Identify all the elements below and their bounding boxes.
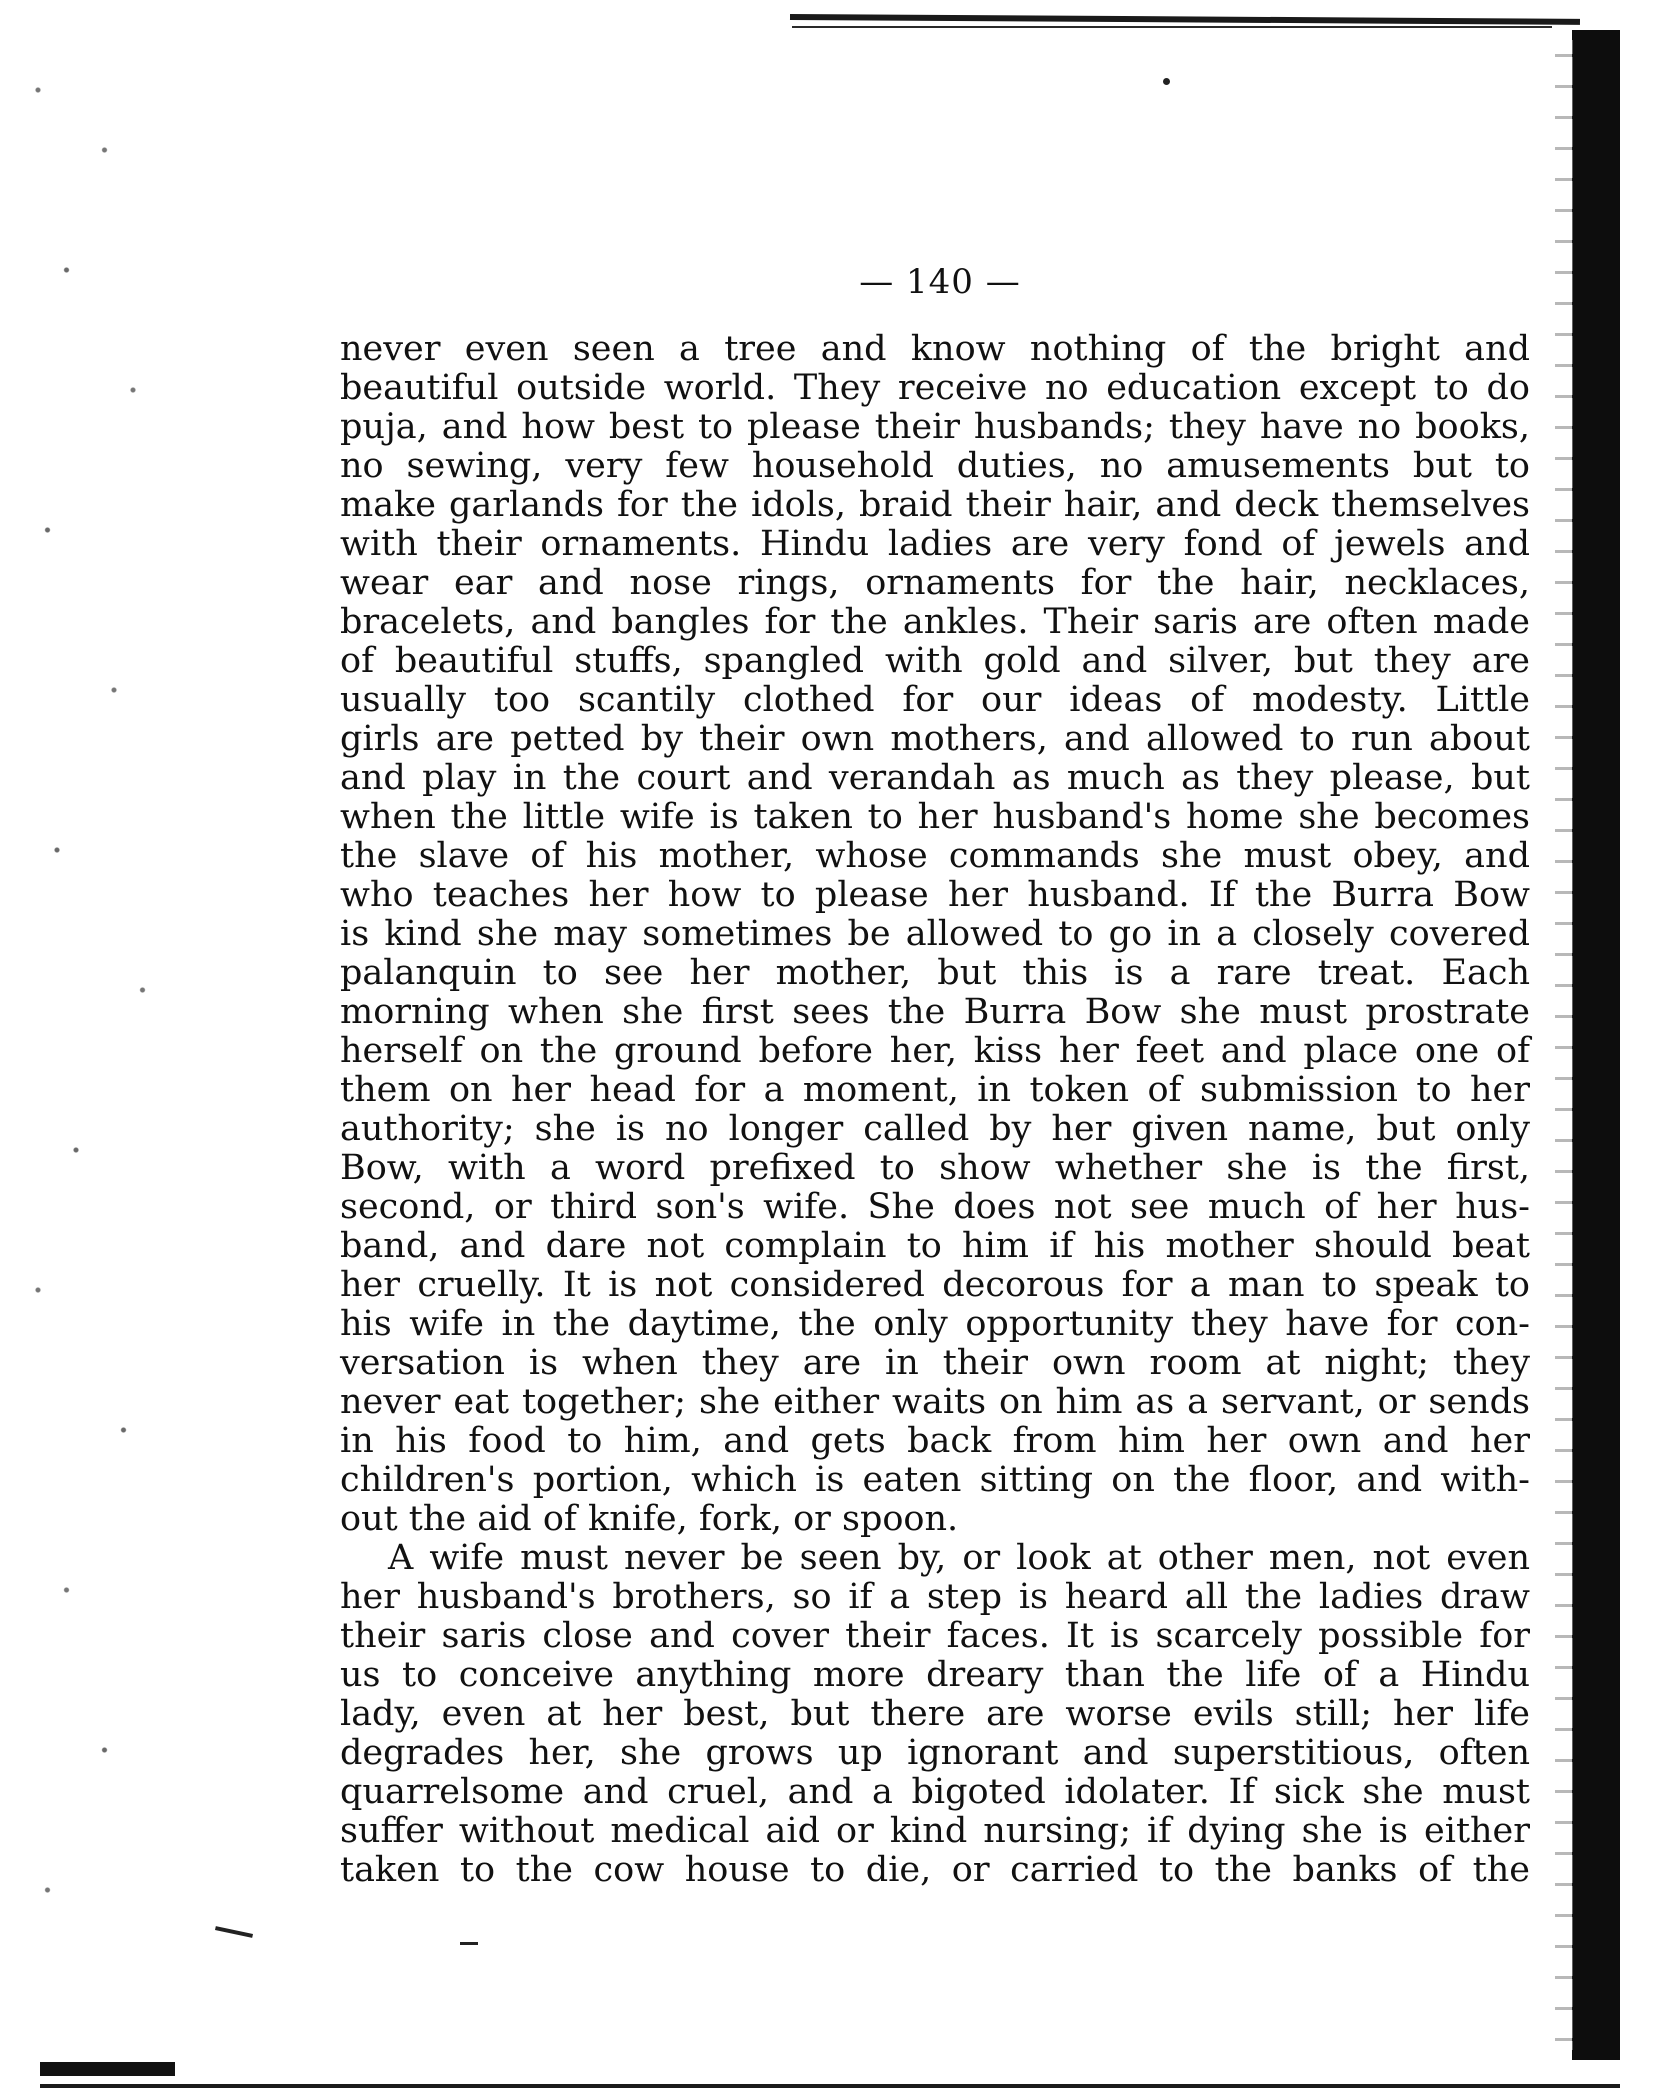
text-line: degrades her, she grows up ignorant and superstitious, often [340, 1733, 1530, 1773]
text-line: morning when she first sees the Burra Bow she must prostrate [340, 992, 1530, 1032]
text-line: children's portion, which is eaten sitting on the floor, and with- [340, 1460, 1530, 1500]
text-line: second, or third son's wife. She does not see much of her hus- [340, 1187, 1530, 1227]
text-line: Bow, with a word prefixed to show whether she is the first, [340, 1148, 1530, 1188]
text-line: girls are petted by their own mothers, and allowed to run about [340, 719, 1530, 759]
text-line: never even seen a tree and know nothing of the bright and [340, 329, 1530, 369]
text-line: and play in the court and verandah as much as they please, but [340, 758, 1530, 798]
text-line: in his food to him, and gets back from him her own and her [340, 1421, 1530, 1461]
text-line: lady, even at her best, but there are worse evils still; her life [340, 1694, 1530, 1734]
text-line: us to conceive anything more dreary than the life of a Hindu [340, 1655, 1530, 1695]
paragraph [340, 330, 1530, 1539]
text-line: no sewing, very few household duties, no amusements but to [340, 446, 1530, 486]
text-line: taken to the cow house to die, or carried to the banks of the [340, 1850, 1530, 1890]
paragraph [340, 1539, 1530, 1890]
scan-edge-top-rule [790, 14, 1580, 25]
text-line: is kind she may sometimes be allowed to go in a closely covered [340, 914, 1530, 954]
text-line: wear ear and nose rings, ornaments for the hair, necklaces, [340, 563, 1530, 603]
text-line: the slave of his mother, whose commands she must obey, and [340, 836, 1530, 876]
text-line: band, and dare not complain to him if his mother should beat [340, 1226, 1530, 1266]
text-line: his wife in the daytime, the only opportunity they have for con- [340, 1304, 1530, 1344]
text-line: quarrelsome and cruel, and a bigoted idolater. If sick she must [340, 1772, 1530, 1812]
text-line: A wife must never be seen by, or look at other men, not even [388, 1538, 1530, 1578]
scan-edge-left-noise [0, 30, 190, 2030]
text-line: with their ornaments. Hindu ladies are very fond of jewels and [340, 524, 1530, 564]
scan-edge-right-bar [1572, 30, 1620, 2060]
scan-dash [215, 1926, 253, 1938]
text-line: palanquin to see her mother, but this is a rare treat. Each [340, 953, 1530, 993]
text-line: when the little wife is taken to her husband's home she becomes [340, 797, 1530, 837]
text-line: her husband's brothers, so if a step is heard all the ladies draw [340, 1577, 1530, 1617]
text-line: never eat together; she either waits on him as a servant, or sends [340, 1382, 1530, 1422]
text-line: her cruelly. It is not considered decorous for a man to speak to [340, 1265, 1530, 1305]
body-text [340, 330, 1530, 1890]
scan-dash [460, 1942, 478, 1945]
scan-edge-top-thin-rule [792, 26, 1552, 28]
text-line: bracelets, and bangles for the ankles. Their saris are often made [340, 602, 1530, 642]
text-line: of beautiful stuffs, spangled with gold and silver, but they are [340, 641, 1530, 681]
text-line: herself on the ground before her, kiss her feet and place one of [340, 1031, 1530, 1071]
scan-edge-bottom-bar [40, 2062, 175, 2076]
text-line: who teaches her how to please her husband. If the Burra Bow [340, 875, 1530, 915]
scan-speck [1163, 78, 1170, 85]
text-line: puja, and how best to please their husbands; they have no books, [340, 407, 1530, 447]
text-line: make garlands for the idols, braid their hair, and deck themselves [340, 485, 1530, 525]
text-line: usually too scantily clothed for our ideas of modesty. Little [340, 680, 1530, 720]
text-line: authority; she is no longer called by her given name, but only [340, 1109, 1530, 1149]
text-line: them on her head for a moment, in token of submission to her [340, 1070, 1530, 1110]
page-number: — 140 — [859, 262, 1021, 302]
scan-edge-bottom-rule [40, 2084, 1620, 2088]
text-line: versation is when they are in their own room at night; they [340, 1343, 1530, 1383]
text-line: beautiful outside world. They receive no education except to do [340, 368, 1530, 408]
text-line: suffer without medical aid or kind nursing; if dying she is either [340, 1811, 1530, 1851]
text-line: their saris close and cover their faces. It is scarcely possible for [340, 1616, 1530, 1656]
scan-edge-right-speckle [1555, 40, 1573, 2050]
text-line: out the aid of knife, fork, or spoon. [340, 1499, 959, 1539]
